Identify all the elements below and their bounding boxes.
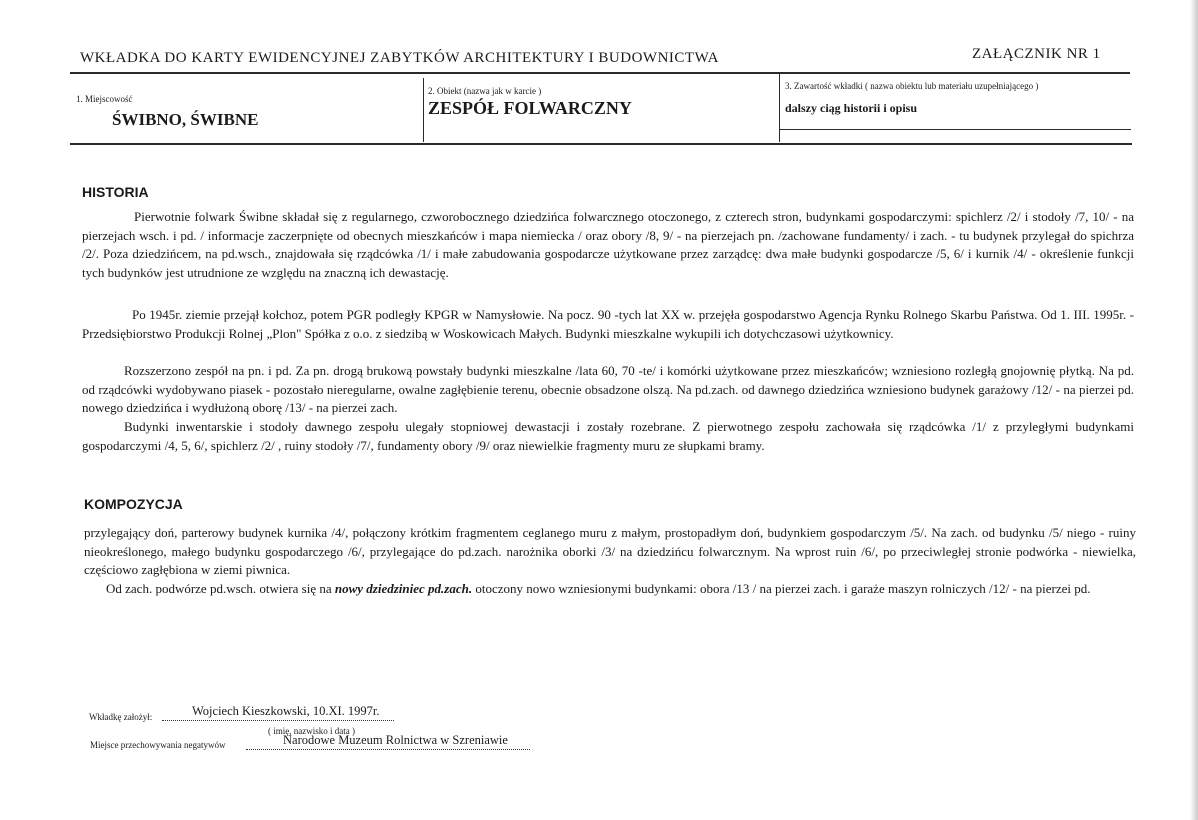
object-label: 2. Obiekt (nazwa jak w karcie )	[428, 86, 542, 96]
historia-paragraph-4-text: Budynki inwentarskie i stodoły dawnego zespołu ulegały stopniowej dewastacji i zostały rozebrane. Z pierwotnego zespołu zachowała się rządcówka /1/ z przyległymi budynkami gospodarczymi /4, 5, 6/, spichlerz /2/ , ruiny stodoły /7/, fundamenty obory /9/ oraz niewielkie fragmenty muru ze słupkami bramy.	[82, 419, 1134, 453]
header-bottom-rule	[70, 143, 1132, 145]
kompozycja-paragraph-2-before: Od zach. podwórze pd.wsch. otwiera się na	[106, 581, 335, 596]
founded-label: Wkładkę założył:	[89, 712, 153, 722]
historia-paragraph-1	[82, 208, 1134, 282]
historia-paragraph-1-text: Pierwotnie folwark Świbne składał się z regularnego, czworobocznego dziedzińca folwarcznego otoczonego, z czterech stron, budynkami gospodarczymi: spichlerz /2/ i stodoły /7, 10/ - na pierzejach wsch. i pd. / informacje zaczerpnięte od obecnych mieszkańców i mapa niemiecka / oraz obory /8, 9/ - na pierzejach pn. /zachowane fundamenty/ i zach. - tu budynek przylegał do spichrza /2/. Poza dziedzińcem, na pd.wsch., znajdowała się rządcówka /1/ i małe zabudowania gospodarcze użytkowane przez zarządcę: dwa małe budynki gospodarcze /5, 6/ i kurnik /4/ - określenie funkcji tych budynków jest utrudnione ze względu na znaczną ich dewastację.	[82, 209, 1134, 280]
locality-label: 1. Miejscowość	[76, 94, 133, 104]
annex-number: ZAŁĄCZNIK NR 1	[972, 46, 1101, 62]
historia-paragraph-2-text: Po 1945r. ziemie przejął kołchoz, potem PGR podległy KPGR w Namysłowie. Na pocz. 90 -tych lat XX w. przejęła gospodarstwo Agencja Rynku Rolnego Skarbu Państwa. Od 1. III. 1995r. - Przedsiębiorstwo Produkcji Rolnej „Plon" Spółka z o.o. z siedzibą w Woskowicach Małych. Budynki mieszkalne wykupili ich dotychczasowi użytkownicy.	[82, 307, 1134, 341]
historia-heading: HISTORIA	[82, 184, 149, 200]
kompozycja-heading: KOMPOZYCJA	[84, 496, 183, 512]
kompozycja-paragraph-1	[84, 524, 1136, 580]
content-value: dalszy ciąg historii i opisu	[785, 101, 918, 115]
header-inner-rule	[779, 129, 1131, 130]
scan-edge-shadow	[1190, 0, 1198, 820]
storage-dotted-line	[246, 749, 530, 750]
founded-value: Wojciech Kieszkowski, 10.XI. 1997r.	[192, 704, 380, 718]
historia-paragraph-4	[82, 418, 1134, 455]
historia-paragraph-2	[82, 306, 1134, 343]
founded-dotted-line	[162, 720, 394, 721]
storage-value: Narodowe Muzeum Rolnictwa w Szreniawie	[283, 733, 508, 747]
kompozycja-paragraph-2-after: otoczony nowo wzniesionymi budynkami: obora /13 / na pierzei zach. i garaże maszyn rolniczych /12/ - na pierzei pd.	[472, 581, 1091, 596]
header-divider-1	[423, 78, 424, 142]
object-value: ZESPÓŁ FOLWARCZNY	[428, 98, 632, 118]
kompozycja-paragraph-2	[84, 580, 1136, 599]
header-divider-2	[779, 74, 780, 142]
document-title: WKŁADKA DO KARTY EWIDENCYJNEJ ZABYTKÓW ARCHITEKTURY I BUDOWNICTWA	[80, 50, 719, 66]
kompozycja-paragraph-1-text: przylegający doń, parterowy budynek kurnika /4/, połączony krótkim fragmentem ceglanego muru z małym, prostopadłym doń, budynkiem gospodarczym /5/. Na zach. od budynku /5/ niego - ruiny nieokreślonego, małego budynku gospodarczego /6/, przylegające do pd.zach. narożnika oborki /3/ na dziedzińcu folwarcznym. Na wprost ruin /6/, po przeciwległej stronie podwórka - niewielka, częściowo zagłębiona w ziemi piwnica.	[84, 525, 1136, 577]
locality-value: ŚWIBNO, ŚWIBNE	[112, 110, 259, 129]
content-label: 3. Zawartość wkładki ( nazwa obiektu lub materiału uzupełniającego )	[785, 81, 1039, 91]
historia-paragraph-3-text: Rozszerzono zespół na pn. i pd. Za pn. drogą brukową powstały budynki mieszkalne /lata 60, 70 -te/ i komórki użytkowane przez mieszkańców; wzniesiono rozległą gnojownię płytką. Na pd. od rządcówki wydobywano piasek - pozostało nieregularne, owalne zagłębienie terenu, obecnie obsadzone olszą. Na pd.zach. od dawnego dziedzińca wzniesiono budynek garażowy /12/ - na pierzei pd. nowego dziedzińca i wydłużoną oborę /13/ - na pierzei zach.	[82, 363, 1134, 415]
historia-paragraph-3	[82, 362, 1134, 418]
founded-hint: ( imię, nazwisko i data )	[268, 726, 355, 736]
storage-label: Miejsce przechowywania negatywów	[90, 740, 226, 750]
header-top-rule	[70, 72, 1130, 74]
kompozycja-paragraph-2-italic: nowy dziedziniec pd.zach.	[334, 581, 473, 596]
